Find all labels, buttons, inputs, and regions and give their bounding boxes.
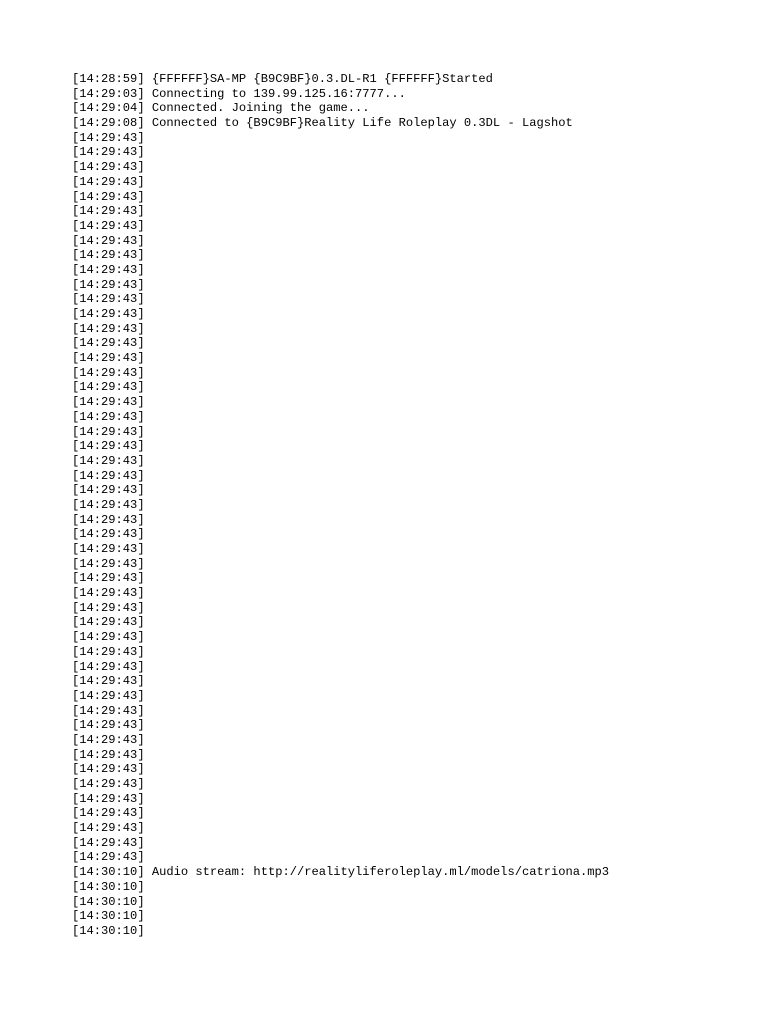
log-timestamp: [14:29:43] (72, 365, 145, 380)
log-timestamp: [14:29:43] (72, 204, 145, 219)
log-timestamp: [14:29:08] (72, 116, 145, 131)
log-timestamp: [14:29:43] (72, 747, 145, 762)
log-timestamp: [14:29:43] (72, 542, 145, 556)
log-line (72, 557, 609, 572)
log-timestamp: [14:30:10] (72, 923, 145, 938)
log-timestamp: [14:29:43] (72, 248, 145, 263)
log-line (72, 204, 609, 219)
log-timestamp: [14:29:43] (72, 703, 145, 718)
log-timestamp: [14:29:43] (72, 409, 145, 424)
log-timestamp: [14:29:03] (72, 86, 145, 101)
log-line (72, 806, 609, 821)
log-line (72, 880, 609, 895)
log-timestamp: [14:29:43] (72, 674, 145, 689)
log-timestamp: [14:28:59] (72, 72, 145, 86)
log-timestamp: [14:29:43] (72, 453, 145, 468)
log-timestamp: [14:29:43] (72, 130, 145, 145)
log-timestamp: [14:29:43] (72, 835, 145, 850)
log-line (72, 483, 609, 498)
log-line (72, 733, 609, 748)
log-line (72, 792, 609, 807)
log-timestamp: [14:29:43] (72, 160, 145, 175)
log-timestamp: [14:29:43] (72, 777, 145, 791)
log-line (72, 645, 609, 660)
log-line (72, 660, 609, 675)
log-message: Audio stream: http://realityliferoleplay.ml/models/catriona.mp3 (151, 865, 610, 880)
log-timestamp: [14:29:43] (72, 821, 145, 836)
log-timestamp: [14:29:43] (72, 277, 145, 292)
log-line (72, 336, 609, 351)
log-line (72, 821, 609, 836)
log-line (72, 322, 609, 337)
log-line (72, 689, 609, 704)
log-message: Connected. Joining the game... (151, 101, 370, 116)
log-timestamp: [14:29:43] (72, 571, 145, 586)
log-line (72, 190, 609, 205)
log-timestamp: [14:29:43] (72, 218, 145, 233)
log-timestamp: [14:29:43] (72, 145, 145, 160)
log-timestamp: [14:29:43] (72, 791, 145, 806)
log-line (72, 116, 609, 131)
log-timestamp: [14:29:43] (72, 850, 145, 865)
log-timestamp: [14:29:43] (72, 292, 145, 307)
log-timestamp: [14:30:10] (72, 894, 145, 909)
log-timestamp: [14:29:43] (72, 527, 145, 542)
log-timestamp: [14:29:43] (72, 615, 145, 630)
log-line (72, 160, 609, 175)
log-line (72, 145, 609, 160)
log-line (72, 630, 609, 645)
log-line (72, 615, 609, 630)
log-line (72, 748, 609, 763)
log-timestamp: [14:29:43] (72, 307, 145, 321)
log-timestamp: [14:29:43] (72, 806, 145, 821)
log-timestamp: [14:29:43] (72, 321, 145, 336)
log-timestamp: [14:29:43] (72, 189, 145, 204)
log-line (72, 366, 609, 381)
log-timestamp: [14:30:10] (72, 879, 145, 894)
log-line (72, 469, 609, 484)
log-line (72, 924, 609, 939)
log-timestamp: [14:29:43] (72, 174, 145, 189)
log-message: Connected to {B9C9BF}Reality Life Roleplay 0.3DL - Lagshot (151, 116, 573, 131)
log-line (72, 850, 609, 865)
log-line (72, 87, 609, 102)
log-line (72, 513, 609, 528)
log-line (72, 704, 609, 719)
log-timestamp: [14:29:43] (72, 644, 145, 659)
log-message: {FFFFFF}SA-MP {B9C9BF}0.3.DL-R1 {FFFFFF}Started (151, 72, 493, 86)
log-line (72, 219, 609, 234)
log-line (72, 542, 609, 557)
log-timestamp: [14:29:43] (72, 659, 145, 674)
log-line (72, 586, 609, 601)
log-line (72, 909, 609, 924)
log-timestamp: [14:29:43] (72, 233, 145, 248)
log-timestamp: [14:30:10] (72, 909, 145, 924)
log-line (72, 131, 609, 146)
log-line (72, 762, 609, 777)
log-line (72, 410, 609, 425)
log-line (72, 601, 609, 616)
log-timestamp: [14:29:43] (72, 732, 145, 747)
log-line (72, 718, 609, 733)
log-timestamp: [14:30:10] (72, 865, 145, 880)
log-timestamp: [14:29:43] (72, 556, 145, 571)
log-line (72, 278, 609, 293)
log-timestamp: [14:29:43] (72, 630, 145, 645)
log-timestamp: [14:29:43] (72, 351, 145, 366)
log-timestamp: [14:29:43] (72, 586, 145, 601)
log-line (72, 777, 609, 792)
log-line (72, 101, 609, 116)
log-timestamp: [14:29:43] (72, 600, 145, 615)
log-timestamp: [14:29:43] (72, 395, 145, 410)
log-line (72, 836, 609, 851)
log-line (72, 380, 609, 395)
log-line (72, 895, 609, 910)
log-timestamp: [14:29:43] (72, 380, 145, 395)
log-line (72, 307, 609, 322)
log-line (72, 263, 609, 278)
log-timestamp: [14:29:43] (72, 439, 145, 454)
log-timestamp: [14:29:43] (72, 688, 145, 703)
log-line (72, 674, 609, 689)
log-timestamp: [14:29:43] (72, 424, 145, 439)
log-timestamp: [14:29:43] (72, 512, 145, 527)
log-line (72, 395, 609, 410)
log-line (72, 865, 609, 880)
log-line (72, 527, 609, 542)
log-line (72, 425, 609, 440)
log-timestamp: [14:29:43] (72, 262, 145, 277)
log-line (72, 248, 609, 263)
log-line (72, 454, 609, 469)
log-line (72, 571, 609, 586)
log-timestamp: [14:29:43] (72, 468, 145, 483)
log-timestamp: [14:29:43] (72, 483, 145, 498)
log-line (72, 498, 609, 513)
log-line (72, 234, 609, 249)
chat-log (72, 72, 609, 939)
log-timestamp: [14:29:43] (72, 718, 145, 733)
log-message: Connecting to 139.99.125.16:7777... (151, 86, 406, 101)
log-line (72, 351, 609, 366)
log-line (72, 439, 609, 454)
log-timestamp: [14:29:43] (72, 336, 145, 351)
log-timestamp: [14:29:04] (72, 101, 145, 116)
log-timestamp: [14:29:43] (72, 762, 145, 777)
log-timestamp: [14:29:43] (72, 497, 145, 512)
log-line (72, 292, 609, 307)
log-line (72, 175, 609, 190)
log-line (72, 72, 609, 87)
